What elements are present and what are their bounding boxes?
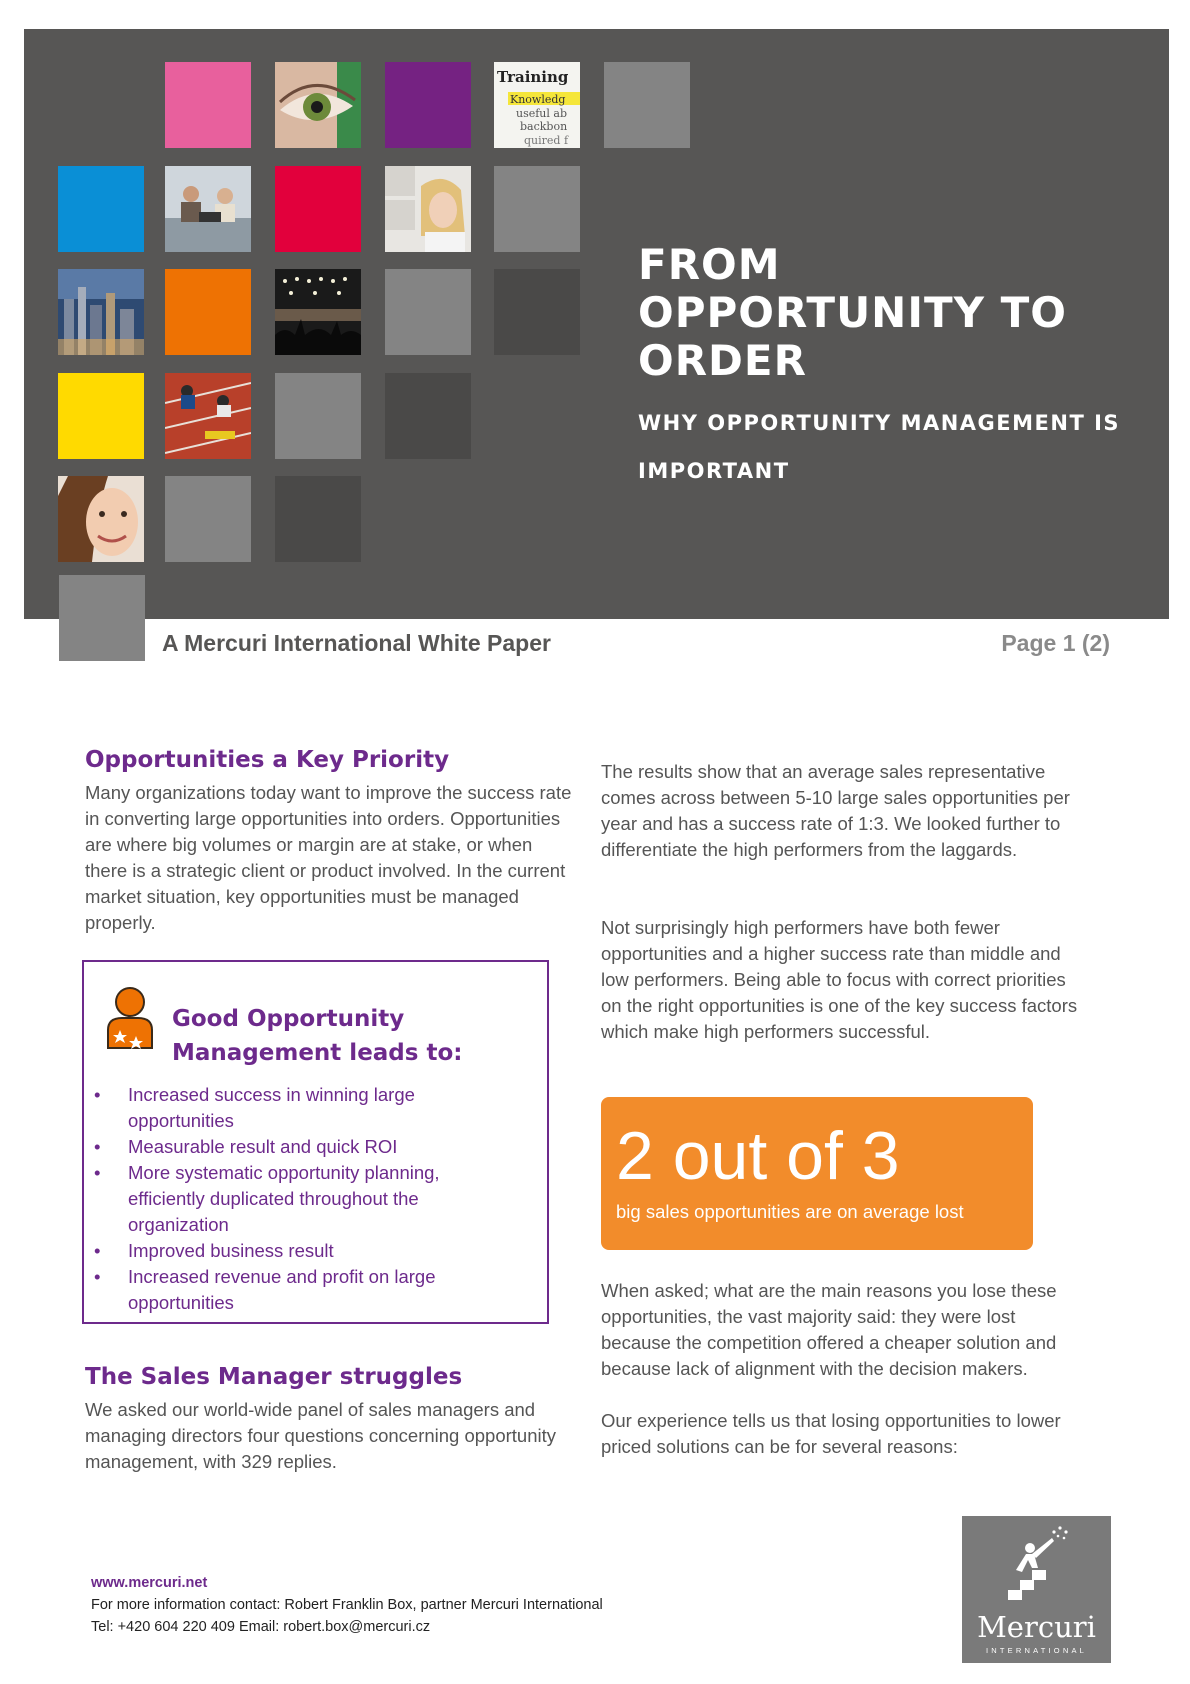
office-people-photo: [165, 166, 251, 252]
mercuri-logo: [962, 1516, 1111, 1663]
bullet-marker: •: [94, 1240, 101, 1261]
experience-text: Our experience tells us that losing opportunities to lower priced solutions can be for several reasons:: [601, 1410, 1061, 1457]
woman-portrait-photo: [385, 166, 471, 252]
bullet-marker: •: [94, 1162, 101, 1183]
benefits-list: [84, 1082, 504, 1316]
svg-text:quired f: quired f: [524, 134, 569, 147]
white-paper-label: A Mercuri International White Paper: [162, 630, 551, 656]
gray-tile: [165, 476, 251, 562]
training-photo: [494, 62, 580, 148]
yellow-tile: [58, 373, 144, 459]
gray-tile: [604, 62, 690, 148]
website-link[interactable]: www.mercuri.net: [91, 1575, 208, 1591]
blue-tile: [58, 166, 144, 252]
list-item: • Measurable result and quick ROI: [84, 1134, 504, 1160]
logo-subtitle: INTERNATIONAL: [985, 1646, 1088, 1655]
reasons-text: When asked; what are the main reasons you lose these opportunities, the vast majority said: they were lost because the competition offered a cheaper solution and because lack of alignment with the decision makers.: [601, 1280, 1057, 1379]
stat-headline: 2 out of 3: [616, 1118, 900, 1194]
contact-person: For more information contact: Robert Franklin Box, partner Mercuri International: [91, 1597, 603, 1613]
section-heading-sales-manager: The Sales Manager struggles: [85, 1364, 463, 1390]
gray-tile: [494, 166, 580, 252]
results-text: The results show that an average sales representative comes across between 5-10 large sales opportunities per year and has a success rate of 1:3. We looked further to differentiate the high performers from the laggards.: [601, 761, 1070, 860]
dark-tile: [494, 269, 580, 355]
orange-tile: [165, 269, 251, 355]
eye-photo: [275, 62, 361, 148]
high-performers-text: Not surprisingly high performers have both fewer opportunities and a higher success rate than middle and low performers. Being able to focus with correct priorities on the right opportunities is one of the key success factors which make high performers successful.: [601, 917, 1078, 1042]
gray-tile: [275, 373, 361, 459]
stat-caption: big sales opportunities are on average lost: [616, 1201, 964, 1222]
bullet-marker: •: [94, 1266, 101, 1287]
list-item: • Improved business result: [84, 1238, 504, 1264]
dark-tile: [385, 373, 471, 459]
training-photo-word: Training: [497, 68, 569, 86]
contact-tel-email: Tel: +420 604 220 409 Email: robert.box@mercuri.cz: [91, 1619, 431, 1635]
svg-text:backbon: backbon: [520, 120, 568, 133]
svg-text:useful ab: useful ab: [516, 107, 568, 120]
list-item: • Increased revenue and profit on large opportunities: [94, 1266, 436, 1313]
list-item: • More systematic opportunity planning, efficiently duplicated throughout the organization: [94, 1162, 440, 1235]
section-heading-key-priority: Opportunities a Key Priority: [85, 747, 450, 773]
mercuri-figure-icon: [962, 1516, 1111, 1608]
benefits-box: [82, 960, 549, 1324]
crowd-concert-photo: [275, 269, 361, 355]
page-number: Page 1 (2): [1001, 630, 1110, 656]
runners-photo: [165, 373, 251, 459]
pink-tile: [165, 62, 251, 148]
purple-tile: [385, 62, 471, 148]
svg-text:Knowledg: Knowledg: [510, 93, 566, 106]
document-title: FROM OPPORTUNITY TO ORDER: [638, 240, 1067, 385]
sales-manager-text: We asked our world-wide panel of sales managers and managing directors four questions concerning opportunity management, with 329 replies.: [85, 1399, 557, 1472]
gray-tile: [59, 575, 145, 661]
contact-block: [91, 1572, 603, 1638]
smiling-woman-photo: [58, 476, 144, 562]
stat-callout: [601, 1097, 1033, 1250]
list-item: • Increased success in winning large opportunities: [94, 1084, 415, 1131]
dark-tile: [275, 476, 361, 562]
gray-tile: [385, 269, 471, 355]
person-stars-icon: [104, 986, 156, 1050]
cover-header: [24, 29, 1169, 619]
bullet-marker: •: [94, 1084, 101, 1105]
city-skyline-photo: [58, 269, 144, 355]
red-tile: [275, 166, 361, 252]
bullet-marker: •: [94, 1136, 101, 1157]
logo-name: Mercuri: [977, 1610, 1096, 1644]
document-subtitle: WHY OPPORTUNITY MANAGEMENT IS IMPORTANT: [638, 411, 1121, 483]
benefits-box-title: Good Opportunity Management leads to:: [172, 1006, 463, 1066]
key-priority-text: Many organizations today want to improve the success rate in converting large opportunities into orders. Opportunities are where big volumes or margin are at stake, or when there is a strategic client or product involved. In the current market situation, key opportunities must be managed properly.: [85, 782, 572, 933]
